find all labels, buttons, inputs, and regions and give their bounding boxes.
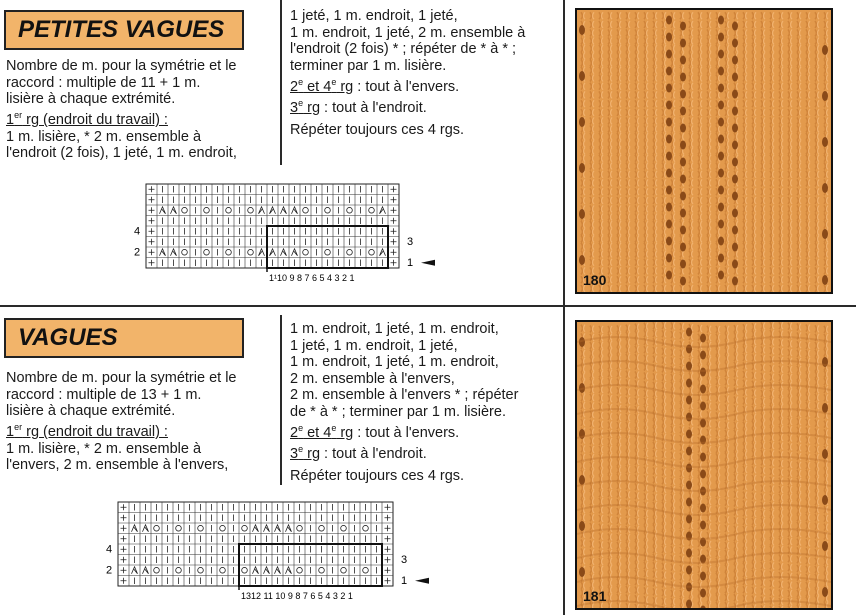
step-line: terminer par 1 m. lisière.: [290, 57, 447, 74]
eyelet-hole: [718, 220, 724, 229]
intro-line: lisière à chaque extrémité.: [6, 91, 176, 107]
eyelet-hole: [680, 277, 686, 286]
row1-rest: rg (endroit du travail) :: [22, 424, 168, 441]
row-label: 2: [106, 564, 113, 577]
eyelet-hole: [732, 158, 738, 167]
row24-b-sup: e: [331, 423, 337, 433]
eyelet-hole: [666, 186, 672, 195]
step-line: 1 m. endroit, 1 jeté, 1 m. endroit,: [290, 321, 499, 337]
intro-line: raccord : multiple de 11 + 1 m.: [6, 74, 201, 91]
eyelet-hole: [700, 368, 706, 377]
row1-heading: [6, 420, 276, 441]
fabric-base: [577, 322, 831, 608]
eyelet-hole: [732, 192, 738, 201]
eyelet-hole: [732, 243, 738, 252]
row24-rest: : tout à l'envers.: [353, 424, 460, 441]
section-divider: [0, 305, 856, 307]
row24-line: [290, 420, 558, 441]
row1-ord: 1: [6, 424, 15, 441]
row24-mid: et 4: [303, 78, 332, 95]
step-line: 2 m. ensemble à l'envers * ; répéter: [290, 387, 519, 403]
eyelet-hole: [579, 25, 585, 35]
row-label: 4: [106, 543, 113, 556]
knit-sample-photo: [575, 8, 833, 294]
row3-c: rg: [303, 100, 321, 117]
knit-sample-photo: [575, 320, 833, 610]
eyelet-hole: [700, 504, 706, 513]
eyelet-hole: [666, 169, 672, 178]
row24-mid: et 4: [303, 424, 332, 441]
eyelet-hole: [686, 464, 692, 473]
row24-b-sup: e: [331, 77, 337, 87]
row3-c: rg: [303, 446, 321, 463]
eyelet-hole: [822, 403, 828, 413]
eyelet-hole: [686, 498, 692, 507]
eyelet-hole: [680, 39, 686, 48]
row-label: 1: [401, 574, 408, 587]
row3-rest: : tout à l'endroit.: [320, 446, 427, 463]
eyelet-hole: [718, 237, 724, 246]
knit-texture: [577, 322, 831, 608]
eyelet-hole: [666, 237, 672, 246]
eyelet-hole: [680, 141, 686, 150]
eyelet-hole: [732, 56, 738, 65]
row1-ord: 1: [6, 112, 15, 129]
eyelet-hole: [686, 328, 692, 337]
stitch-numbers: 1312 11 10 9 8 7 6 5 4 3 2 1: [241, 591, 353, 601]
eyelet-hole: [666, 33, 672, 42]
eyelet-hole: [822, 449, 828, 459]
eyelet-hole: [700, 402, 706, 411]
eyelet-hole: [700, 385, 706, 394]
intro-line: Nombre de m. pour la symétrie et le: [6, 370, 237, 386]
eyelet-hole: [718, 33, 724, 42]
eyelet-hole: [680, 90, 686, 99]
photo-number: 181: [583, 588, 607, 604]
eyelet-hole: [700, 334, 706, 343]
step-line: 1 jeté, 1 m. endroit, 1 jeté,: [290, 337, 458, 354]
photo-divider: [563, 0, 565, 615]
eyelet-hole: [822, 45, 828, 55]
row24-line: [290, 74, 558, 95]
step-line: l'endroit (2 fois), 1 jeté, 1 m. endroit,: [6, 145, 237, 162]
eyelet-hole: [666, 67, 672, 76]
eyelet-hole: [579, 209, 585, 219]
instructions-col1: [6, 370, 276, 474]
eyelet-hole: [686, 447, 692, 456]
eyelet-hole: [579, 567, 585, 577]
eyelet-hole: [686, 362, 692, 371]
eyelet-hole: [718, 50, 724, 59]
row24-a: 2: [290, 424, 299, 441]
row-label: 2: [134, 246, 141, 259]
step-line: de * à * ; terminer par 1 m. lisière.: [290, 403, 506, 420]
eyelet-hole: [680, 226, 686, 235]
eyelet-hole: [732, 39, 738, 48]
repeat-line: Répéter toujours ces 4 rgs.: [290, 121, 465, 138]
eyelet-hole: [718, 101, 724, 110]
knitting-chart: [126, 180, 456, 290]
eyelet-hole: [686, 549, 692, 558]
eyelet-hole: [686, 379, 692, 388]
eyelet-hole: [732, 260, 738, 269]
instructions-col2: [290, 8, 558, 138]
row24-rest: : tout à l'envers.: [353, 78, 460, 95]
section-title-box: [4, 318, 244, 358]
intro-line: lisière à chaque extrémité.: [6, 403, 176, 419]
step-line: l'envers, 2 m. ensemble à l'envers,: [6, 457, 229, 474]
eyelet-hole: [680, 260, 686, 269]
column-divider-bottom: [280, 315, 282, 485]
knitting-chart: [98, 498, 478, 610]
eyelet-hole: [686, 413, 692, 422]
eyelet-hole: [718, 16, 724, 25]
row3-rest: : tout à l'endroit.: [320, 100, 427, 117]
row-label: 1: [407, 256, 414, 269]
section-title: VAGUES: [18, 324, 118, 351]
eyelet-hole: [822, 587, 828, 597]
step-line: 1 m. endroit, 1 jeté, 2 m. ensemble à: [290, 24, 526, 41]
photo-number: 180: [583, 272, 607, 288]
eyelet-hole: [822, 183, 828, 193]
eyelet-hole: [686, 481, 692, 490]
eyelet-hole: [680, 22, 686, 31]
eyelet-hole: [666, 271, 672, 280]
eyelet-hole: [732, 141, 738, 150]
row1-sup: er: [14, 110, 23, 121]
eyelet-hole: [680, 209, 686, 218]
row3-line: [290, 441, 558, 462]
step-line: 1 m. endroit, 1 jeté, 1 m. endroit,: [290, 354, 499, 370]
eyelet-hole: [822, 137, 828, 147]
instructions-col2: [290, 321, 558, 484]
repeat-line: Répéter toujours ces 4 rgs.: [290, 467, 465, 484]
step-line: 2 m. ensemble à l'envers,: [290, 370, 455, 387]
step-line: 1 m. lisière, * 2 m. ensemble à: [6, 440, 202, 457]
eyelet-hole: [718, 135, 724, 144]
step-line: 1 jeté, 1 m. endroit, 1 jeté,: [290, 8, 458, 24]
eyelet-hole: [686, 396, 692, 405]
eyelet-hole: [732, 107, 738, 116]
stitch-numbers: 1¹10 9 8 7 6 5 4 3 2 1: [269, 273, 355, 283]
step-line: l'endroit (2 fois) * ; répéter de * à * ;: [290, 41, 517, 57]
eyelet-hole: [579, 117, 585, 127]
eyelet-hole: [680, 158, 686, 167]
eyelet-hole: [718, 169, 724, 178]
eyelet-hole: [680, 124, 686, 133]
row-arrow-icon: [421, 260, 435, 266]
eyelet-hole: [666, 135, 672, 144]
eyelet-hole: [732, 73, 738, 82]
eyelet-hole: [718, 254, 724, 263]
step-line: 1 m. lisière, * 2 m. ensemble à: [6, 128, 202, 145]
eyelet-hole: [718, 271, 724, 280]
eyelet-hole: [666, 220, 672, 229]
eyelet-hole: [718, 67, 724, 76]
row24-a-sup: e: [298, 423, 304, 433]
eyelet-hole: [680, 175, 686, 184]
eyelet-hole: [700, 470, 706, 479]
row3-a-sup: e: [298, 98, 304, 109]
eyelet-hole: [700, 453, 706, 462]
eyelet-hole: [666, 50, 672, 59]
eyelet-hole: [718, 152, 724, 161]
eyelet-hole: [732, 90, 738, 99]
row3-line: [290, 95, 558, 116]
row-label: 4: [134, 225, 141, 238]
eyelet-hole: [680, 73, 686, 82]
row3-a: 3: [290, 446, 299, 463]
row24-c: rg: [336, 424, 354, 441]
eyelet-hole: [666, 118, 672, 127]
eyelet-hole: [579, 255, 585, 265]
eyelet-hole: [666, 84, 672, 93]
eyelet-hole: [666, 152, 672, 161]
eyelet-hole: [732, 277, 738, 286]
row1-sup: er: [14, 422, 23, 433]
eyelet-hole: [700, 351, 706, 360]
eyelet-hole: [822, 541, 828, 551]
eyelet-hole: [718, 84, 724, 93]
section-title: PETITES VAGUES: [18, 16, 225, 43]
row24-a-sup: e: [298, 77, 304, 87]
eyelet-hole: [700, 572, 706, 581]
eyelet-hole: [822, 275, 828, 285]
row1-rest: rg (endroit du travail) :: [22, 112, 168, 129]
eyelet-hole: [732, 209, 738, 218]
eyelet-hole: [666, 101, 672, 110]
eyelet-hole: [718, 203, 724, 212]
row24-c: rg: [336, 78, 354, 95]
row1-heading: [6, 108, 276, 129]
row3-a: 3: [290, 100, 299, 117]
eyelet-hole: [822, 495, 828, 505]
eyelet-hole: [666, 16, 672, 25]
eyelet-hole: [579, 521, 585, 531]
column-divider-top: [280, 0, 282, 165]
eyelet-hole: [700, 589, 706, 598]
eyelet-hole: [680, 107, 686, 116]
eyelet-hole: [680, 56, 686, 65]
eyelet-hole: [732, 226, 738, 235]
fabric-base: [577, 10, 831, 292]
row-label: 3: [407, 235, 414, 248]
eyelet-hole: [666, 203, 672, 212]
row3-a-sup: e: [298, 444, 304, 455]
section-title-box: [4, 10, 244, 50]
intro-line: raccord : multiple de 13 + 1 m.: [6, 386, 202, 403]
knit-texture: [577, 10, 831, 292]
row-label: 3: [401, 553, 408, 566]
eyelet-hole: [680, 192, 686, 201]
instructions-col1: [6, 58, 276, 162]
row-arrow-icon: [415, 578, 429, 584]
eyelet-hole: [579, 71, 585, 81]
eyelet-hole: [732, 124, 738, 133]
eyelet-hole: [680, 243, 686, 252]
eyelet-hole: [686, 566, 692, 575]
eyelet-hole: [822, 229, 828, 239]
eyelet-hole: [822, 91, 828, 101]
eyelet-hole: [579, 163, 585, 173]
intro-line: Nombre de m. pour la symétrie et le: [6, 58, 237, 74]
eyelet-hole: [700, 521, 706, 530]
eyelet-hole: [666, 254, 672, 263]
row24-a: 2: [290, 78, 299, 95]
eyelet-hole: [686, 430, 692, 439]
eyelet-hole: [718, 186, 724, 195]
eyelet-hole: [718, 118, 724, 127]
eyelet-hole: [732, 22, 738, 31]
eyelet-hole: [732, 175, 738, 184]
